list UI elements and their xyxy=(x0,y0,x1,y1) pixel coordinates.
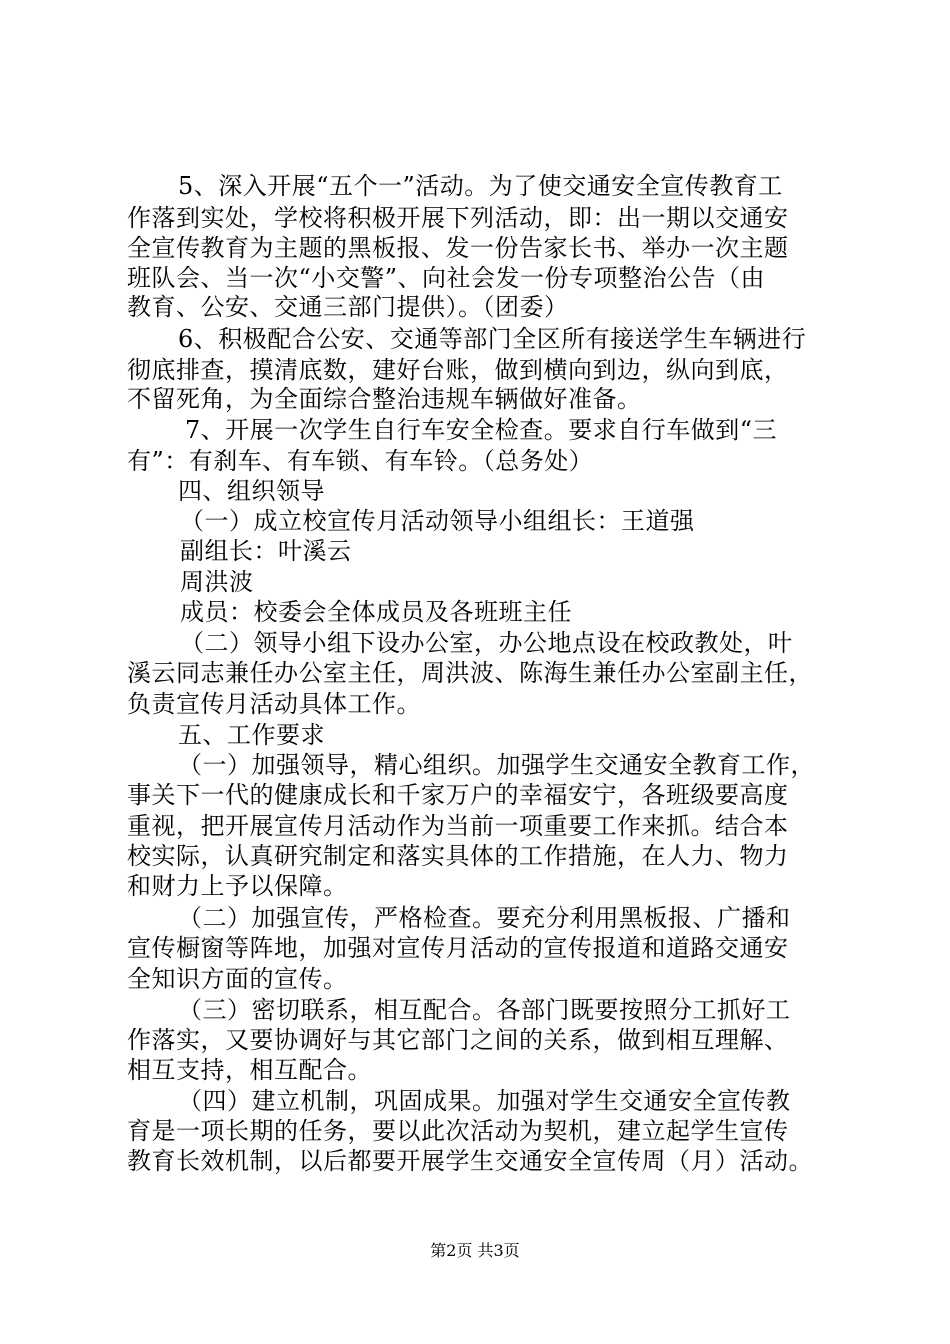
text-line: 副组长：叶溪云 xyxy=(180,537,352,565)
text-line: 不留死角，为全面综合整治违规车辆做好准备。 xyxy=(127,385,642,413)
text-line: 重视，把开展宣传月活动作为当前一项重要工作来抓。结合本 xyxy=(127,812,789,840)
text-line: 教育、公安、交通三部门提供）。（团委） xyxy=(127,293,569,321)
text-line: 相互支持，相互配合。 xyxy=(127,1056,372,1084)
text-line: 有”：有刹车、有车锁、有车铃。（总务处） xyxy=(127,447,594,475)
page-footer: 第2页 共3页 xyxy=(430,1241,520,1260)
text-line: 作落到实处，学校将积极开展下列活动，即：出一期以交通安 xyxy=(127,204,789,232)
text-line: （四）建立机制，巩固成果。加强对学生交通安全宣传教 xyxy=(178,1087,791,1115)
text-line: 7、开展一次学生自行车安全检查。要求自行车做到“三 xyxy=(185,416,778,444)
text-line: （一）成立校宣传月活动领导小组组长：王道强 xyxy=(180,507,695,535)
section-heading: 五、工作要求 xyxy=(178,721,325,749)
text-line: 周洪波 xyxy=(180,568,254,596)
text-line: 校实际，认真研究制定和落实具体的工作措施，在人力、物力 xyxy=(127,842,789,870)
text-line: 5、深入开展“五个一”活动。为了使交通安全宣传教育工 xyxy=(178,172,783,200)
text-line: 宣传橱窗等阵地，加强对宣传月活动的宣传报道和道路交通安 xyxy=(127,934,789,962)
text-line: 班队会、当一次“小交警”、向社会发一份专项整治公告（由 xyxy=(127,264,766,292)
section-heading: 四、组织领导 xyxy=(178,477,325,505)
text-line: 6、积极配合公安、交通等部门全区所有接送学生车辆进行 xyxy=(178,325,807,353)
text-line: 育是一项长期的任务，要以此次活动为契机，建立起学生宣传 xyxy=(127,1117,789,1145)
text-line: 负责宣传月活动具体工作。 xyxy=(127,690,421,718)
text-line: 事关下一代的健康成长和千家万户的幸福安宁，各班级要高度 xyxy=(127,781,789,809)
text-line: （二）加强宣传，严格检查。要充分利用黑板报、广播和 xyxy=(178,904,791,932)
text-line: 全宣传教育为主题的黑板报、发一份告家长书、举办一次主题 xyxy=(127,234,789,262)
text-line: 和财力上予以保障。 xyxy=(127,872,348,900)
text-line: （二）领导小组下设办公室，办公地点设在校政教处，叶 xyxy=(180,629,793,657)
text-line: 全知识方面的宣传。 xyxy=(127,965,348,993)
text-line: 作落实，又要协调好与其它部门之间的关系，做到相互理解、 xyxy=(127,1026,789,1054)
text-line: 彻底排查，摸清底数，建好台账，做到横向到边，纵向到底， xyxy=(127,356,789,384)
text-line: 教育长效机制，以后都要开展学生交通安全宣传周（月）活动。 xyxy=(127,1147,813,1175)
text-line: （三）密切联系，相互配合。各部门既要按照分工抓好工 xyxy=(178,996,791,1024)
text-line: 成员：校委会全体成员及各班班主任 xyxy=(180,598,572,626)
text-line: 溪云同志兼任办公室主任，周洪波、陈海生兼任办公室副主任， xyxy=(127,659,813,687)
text-line: （一）加强领导，精心组织。加强学生交通安全教育工作， xyxy=(178,751,815,779)
